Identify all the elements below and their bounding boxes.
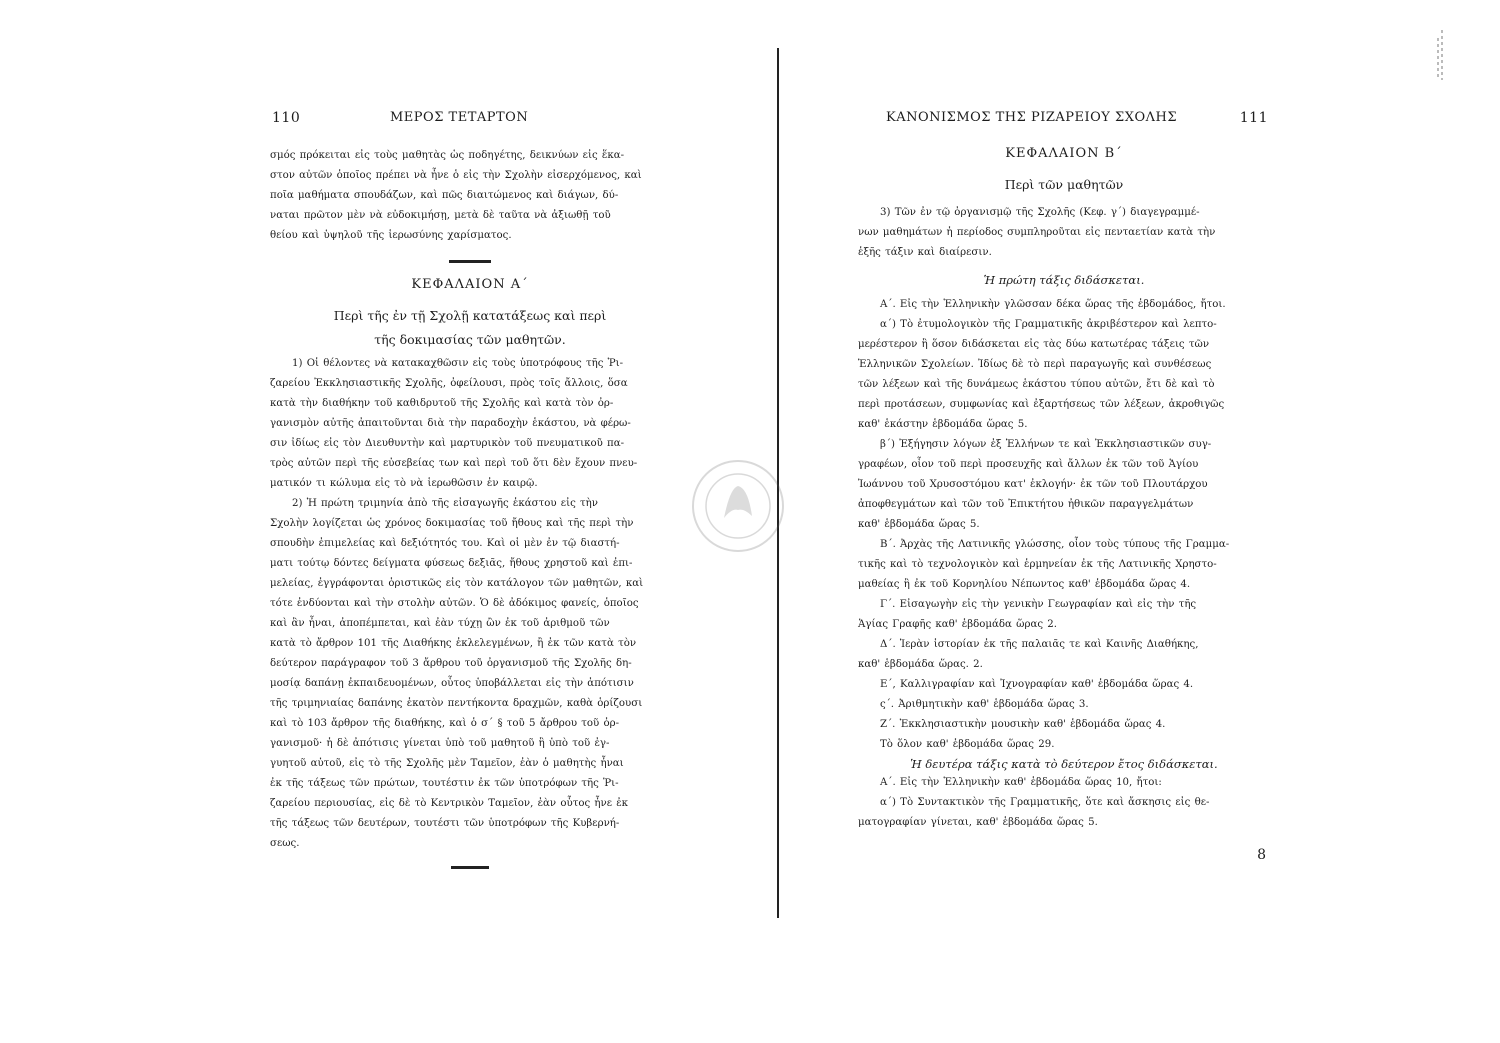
library-stamp: [690, 458, 786, 554]
text-line: νων μαθημάτων ἡ περίοδος συμπληροῦται εἰς πενταετίαν κατὰ τὴν: [858, 227, 1216, 238]
text-line: ἀποφθεγμάτων καὶ τῶν τοῦ Ἐπικτήτου ἠθικῶν παραγγελμάτων: [858, 499, 1194, 510]
chapter-title: ΚΕΦΑΛΑΙΟΝ Β΄: [1005, 146, 1123, 161]
second-class-curriculum: [858, 773, 1270, 833]
text-line: Α΄. Εἰς τὴν Ἑλληνικὴν καθ' ἑβδομάδα ὥρας 10, ἤτοι:: [880, 777, 1162, 788]
text-line: κατὰ τὴν διαθήκην τοῦ καθιδρυτοῦ τῆς Σχολῆς καὶ κατὰ τὸν ὀρ-: [270, 398, 614, 409]
text-line: μελείας, ἐγγράφονται ὁριστικῶς εἰς τὸν κατάλογον τῶν μαθητῶν, καὶ: [270, 578, 644, 589]
page-number: 110: [272, 110, 301, 126]
paragraph-3: [858, 203, 1270, 263]
text-line: καὶ τὸ 103 ἄρθρον τῆς διαθήκης, καὶ ὁ σ΄ § τοῦ 5 ἄρθρου τοῦ ὀρ-: [270, 718, 620, 729]
text-line: θείου καὶ ὑψηλοῦ τῆς ἱερωσύνης χαρίσματος.: [270, 230, 512, 241]
first-class-curriculum: [858, 295, 1270, 755]
text-line: ποῖα μαθήματα σπουδάζων, καὶ πῶς διαιτώμενος καὶ διάγων, δύ-: [270, 190, 619, 201]
text-line: Β΄. Ἀρχὰς τῆς Λατινικῆς γλώσσης, οἷον τοὺς τύπους τῆς Γραμμα-: [880, 539, 1230, 550]
text-line: α΄) Τὸ Συντακτικὸν τῆς Γραμματικῆς, ὅτε καὶ ἄσκησις εἰς θε-: [880, 797, 1210, 808]
first-class-heading: Ἡ πρώτη τάξις διδάσκεται.: [983, 273, 1145, 287]
text-line: στον αὐτῶν ὁποῖος πρέπει νὰ ἦνε ὁ εἰς τὴν Σχολὴν εἰσερχόμενος, καὶ: [270, 170, 642, 181]
chapter-title: ΚΕΦΑΛΑΙΟΝ Α΄: [411, 277, 529, 292]
text-line: ἐκ τῆς τάξεως τῶν πρώτων, τουτέστιν ἐκ τῶν ὑποτρόφων τῆς Ῥι-: [270, 778, 619, 789]
text-line: Α΄. Εἰς τὴν Ἑλληνικὴν γλῶσσαν δέκα ὥρας τῆς ἑβδομάδος, ἤτοι.: [880, 299, 1226, 310]
running-title: ΚΑΝΟΝΙΣΜΟΣ ΤΗΣ ΡΙΖΑΡΕΙΟΥ ΣΧΟΛΗΣ: [886, 110, 1178, 125]
text-line: 1) Οἱ θέλοντες νὰ κατακαχθῶσιν εἰς τοὺς ὑποτρόφους τῆς Ῥι-: [292, 358, 624, 369]
text-line: ζαρείου περιουσίας, εἰς δὲ τὸ Κεντρικὸν Ταμεῖον, ἐὰν οὗτος ἦνε ἐκ: [270, 798, 629, 809]
text-line: Ἁγίας Γραφῆς καθ' ἑβδομάδα ὥρας 2.: [858, 619, 1058, 630]
text-line: γυητοῦ αὐτοῦ, εἰς τὸ τῆς Σχολῆς μὲν Ταμεῖον, ἐὰν ὁ μαθητὴς ἦναι: [270, 758, 624, 769]
text-line: ς΄. Ἀριθμητικὴν καθ' ἑβδομάδα ὥρας 3.: [880, 699, 1089, 710]
text-line: Τὸ ὅλον καθ' ἑβδομάδα ὥρας 29.: [880, 739, 1055, 750]
paragraph-2: [270, 494, 670, 854]
text-line: 3) Τῶν ἐν τῷ ὀργανισμῷ τῆς Σχολῆς (Κεφ. γ΄) διαγεγραμμέ-: [880, 207, 1200, 218]
text-line: γραφέων, οἷον τοῦ περὶ προσευχῆς καὶ ἄλλων ἐκ τῶν τοῦ Ἁγίου: [858, 459, 1199, 470]
chapter-subtitle: Περὶ τῆς ἐν τῇ Σχολῇ κατατάξεως καὶ περὶ: [333, 308, 607, 323]
text-line: καθ' ἑκάστην ἑβδομάδα ὥρας 5.: [858, 419, 1028, 430]
text-line: σπουδὴν ἐπιμελείας καὶ δεξιότητός του. Καὶ οἱ μὲν ἐν τῷ διαστή-: [270, 538, 620, 549]
chapter-subtitle: τῆς δοκιμασίας τῶν μαθητῶν.: [374, 332, 566, 347]
text-line: τῆς τάξεως τῶν δευτέρων, τουτέστι τῶν ὑποτρόφων τῆς Κυβερνή-: [270, 818, 620, 829]
running-title: ΜΕΡΟΣ ΤΕΤΑΡΤΟΝ: [390, 110, 529, 125]
text-line: τότε ἐνδύονται καὶ τὴν στολὴν αὐτῶν. Ὁ δὲ ἀδόκιμος φανείς, ὁποῖος: [270, 598, 639, 609]
text-line: μερέστερον ἢ ὅσον διδάσκεται εἰς τὰς δύω κατωτέρας τάξεις τῶν: [858, 339, 1210, 350]
text-line: σιν ἰδίως εἰς τὸν Διευθυντὴν καὶ μαρτυρικὸν τοῦ πνευματικοῦ πα-: [270, 438, 625, 449]
text-line: περὶ προτάσεων, συμφωνίας καὶ ἐξαρτήσεως τῶν λέξεων, ἀκροθιγῶς: [858, 399, 1225, 410]
end-divider: [451, 866, 489, 869]
text-line: Ἰωάννου τοῦ Χρυσοστόμου κατ' ἐκλογήν· ἐκ τῶν τοῦ Πλουτάρχου: [858, 479, 1208, 490]
text-line: 2) Ἡ πρώτη τριμηνία ἀπὸ τῆς εἰσαγωγῆς ἑκάστου εἰς τὴν: [292, 498, 598, 509]
text-line: ματι τούτῳ δόντες δείγματα φύσεως δεξιᾶς, ἤθους χρηστοῦ καὶ ἐπι-: [270, 558, 633, 569]
text-line: σεως.: [270, 838, 300, 849]
text-line: Δ΄. Ἱερὰν ἱστορίαν ἐκ τῆς παλαιᾶς τε καὶ Καινῆς Διαθήκης,: [880, 639, 1199, 650]
intro-paragraph: [270, 146, 670, 246]
text-line: γανισμὸν αὐτῆς ἀπαιτοῦνται διὰ τὴν παραδοχὴν ἑκάστου, νὰ φέρω-: [270, 418, 631, 429]
page-number: 111: [1239, 110, 1268, 126]
scan-edge-mark: [1441, 30, 1443, 80]
text-line: Ζ΄. Ἐκκλησιαστικὴν μουσικὴν καθ' ἑβδομάδα ὥρας 4.: [880, 719, 1166, 730]
scan-edge-mark: [1437, 38, 1439, 78]
text-line: ματικόν τι κώλυμα εἰς τὸ νὰ ἱερωθῶσιν ἐν καιρῷ.: [270, 478, 538, 489]
text-line: τῆς τριμηνιαίας δαπάνης ἑκατὸν πεντήκοντα δραχμῶν, καθὰ ὁρίζουσι: [270, 698, 643, 709]
signature-mark: 8: [1257, 847, 1266, 863]
text-line: Ε΄, Καλλιγραφίαν καὶ Ἰχνογραφίαν καθ' ἑβδομάδα ὥρας 4.: [880, 679, 1194, 690]
text-line: Σχολὴν λογίζεται ὡς χρόνος δοκιμασίας τοῦ ἤθους καὶ τῆς περὶ τὴν: [270, 518, 634, 529]
text-line: μοσίᾳ δαπάνῃ ἐκπαιδευομένων, οὗτος ὑποβάλλεται εἰς τὴν ἀπότισιν: [270, 678, 634, 689]
chapter-subtitle: Περὶ τῶν μαθητῶν: [1004, 177, 1124, 192]
text-line: Ἑλληνικῶν Σχολείων. Ἰδίως δὲ τὸ περὶ παραγωγῆς καὶ συνθέσεως: [858, 359, 1212, 370]
text-line: τικῆς καὶ τὸ τεχνολογικὸν καὶ ἑρμηνείαν ἐκ τῆς Λατινικῆς Χρηστο-: [858, 559, 1217, 570]
text-line: ζαρείου Ἐκκλησιαστικῆς Σχολῆς, ὀφείλουσι, πρὸς τοῖς ἄλλοις, ὅσα: [270, 378, 628, 389]
text-line: σμός πρόκειται εἰς τοὺς μαθητὰς ὡς ποδηγέτης, δεικνύων εἰς ἕκα-: [270, 150, 625, 161]
text-line: ματογραφίαν γίνεται, καθ' ἑβδομάδα ὥρας 5.: [858, 817, 1098, 828]
text-line: ἑξῆς τάξιν καὶ διαίρεσιν.: [858, 247, 992, 258]
left-running-head: [270, 110, 670, 128]
second-class-heading: Ἡ δευτέρα τάξις κατὰ τὸ δεύτερον ἔτος διδάσκεται.: [910, 757, 1218, 771]
right-running-head: [858, 110, 1270, 128]
text-line: μαθείας ἢ ἐκ τοῦ Κορνηλίου Νέπωντος καθ' ἑβδομάδα ὥρας 4.: [858, 579, 1191, 590]
section-divider: [449, 260, 491, 263]
text-line: γανισμοῦ· ἡ δὲ ἀπότισις γίνεται ὑπὸ τοῦ μαθητοῦ ἢ ὑπὸ τοῦ ἐγ-: [270, 738, 610, 749]
text-line: α΄) Τὸ ἐτυμολογικὸν τῆς Γραμματικῆς ἀκριβέστερον καὶ λεπτο-: [880, 319, 1217, 330]
text-line: τρὸς αὐτῶν περὶ τῆς εὐσεβείας των καὶ περὶ τοῦ ὅτι δὲν ἔχουν πνευ-: [270, 458, 638, 469]
text-line: κατὰ τὸ ἄρθρον 101 τῆς Διαθήκης ἐκλελεγμένων, ἢ ἐκ τῶν κατὰ τὸν: [270, 638, 637, 649]
right-page: [858, 110, 1270, 863]
text-line: καὶ ἂν ἦναι, ἀποπέμπεται, καὶ ἐὰν τύχῃ ὢν ἐκ τοῦ ἀριθμοῦ τῶν: [270, 618, 610, 629]
text-line: Γ΄. Εἰσαγωγὴν εἰς τὴν γενικὴν Γεωγραφίαν καὶ εἰς τὴν τῆς: [880, 599, 1197, 610]
text-line: καθ' ἑβδομάδα ὥρας. 2.: [858, 659, 983, 670]
left-page: [270, 110, 670, 883]
text-line: τῶν λέξεων καὶ τῆς δυνάμεως ἑκάστου τύπου αὐτῶν, ἔτι δὲ καὶ τὸ: [858, 379, 1215, 390]
text-line: β΄) Ἐξήγησιν λόγων ἐξ Ἑλλήνων τε καὶ Ἐκκλησιαστικῶν συγ-: [880, 439, 1212, 450]
paragraph-1: [270, 354, 670, 494]
text-line: ναται πρῶτον μὲν νὰ εὐδοκιμήσῃ, μετὰ δὲ ταῦτα νὰ ἀξιωθῇ τοῦ: [270, 210, 611, 221]
text-line: καθ' ἑβδομάδα ὥρας 5.: [858, 519, 980, 530]
text-line: δεύτερον παράγραφον τοῦ 3 ἄρθρου τοῦ ὀργανισμοῦ τῆς Σχολῆς δη-: [270, 658, 632, 669]
